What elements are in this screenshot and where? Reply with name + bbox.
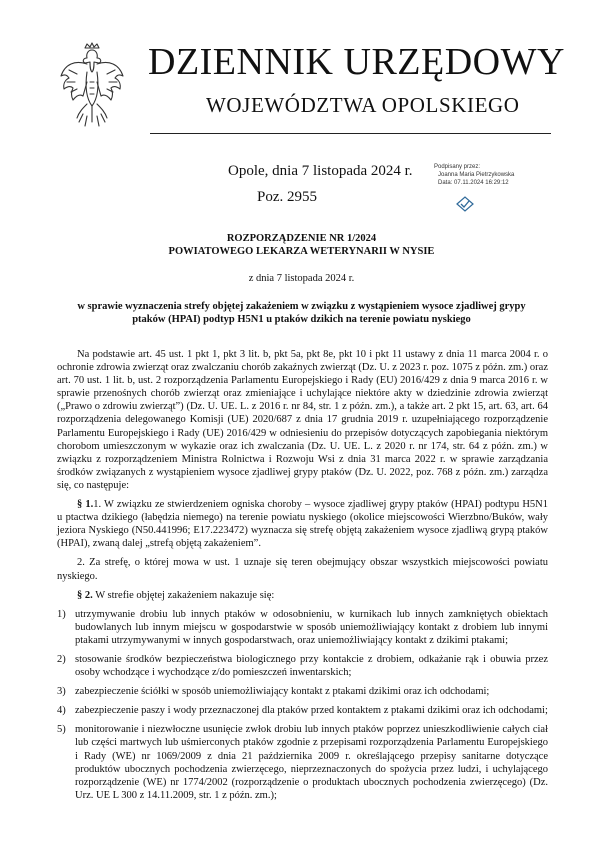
item-number: 1) [57, 608, 66, 620]
item-text: utrzymywanie drobiu lub innych ptaków w odosobnieniu, w kurnikach lub innych zamkniętych obiektach budowlanych lub innym miejscu w gospodarstwie w sposób uniemożliwiający kontakt z drobiem lub innymi ptakami utrzymywanymi w innych gospodarstwach, oraz uniemożliwiający kontakt z dzikimi ptakami; [75, 608, 548, 646]
section-1-paragraph-1 [57, 498, 548, 550]
regulation-number: ROZPORZĄDZENIE NR 1/2024 [226, 233, 377, 244]
section-2-intro [57, 589, 548, 602]
list-item [57, 704, 548, 717]
publication-title: DZIENNIK URZĘDOWY [148, 41, 565, 83]
signer-name: Joanna Maria Pietrzykowska [438, 172, 515, 178]
header-divider [150, 133, 551, 134]
regulation-body [57, 348, 548, 808]
signature-label: Podpisany przez: [434, 164, 481, 170]
obligations-list [57, 608, 548, 802]
item-number: 4) [57, 705, 66, 717]
regulation-authority: POWIATOWEGO LEKARZA WETERYNARII W NYSIE [168, 246, 435, 257]
item-number: 2) [57, 653, 66, 665]
list-item [57, 653, 548, 679]
item-text: zabezpieczenie ściółki w sposób uniemożliwiający kontakt z ptakami dzikimi oraz ich odchodami; [75, 686, 490, 698]
item-text: stosowanie środków bezpieczeństwa biologicznego przy kontakcie z drobiem, odkażanie rąk i obuwia przez osoby wchodzące i wychodzące z/do pomieszczeń inwentarskich; [75, 653, 548, 679]
regulation-subject: w sprawie wyznaczenia strefy objętej zakażeniem w związku z wystąpieniem wysoce zjadliwej grypy ptaków (HPAI) podtyp H5N1 u ptaków dzikich na terenie powiatu nyskiego [77, 301, 526, 325]
item-number: 5) [57, 724, 66, 736]
digital-signature-block [434, 163, 564, 187]
signature-date: Data: 07.11.2024 16:29:12 [438, 180, 509, 186]
list-item [57, 723, 548, 802]
section-1-paragraph-2: 2. Za strefę, o której mowa w ust. 1 uznaje się teren obejmujący obszar wszystkich miejscowości powiatu nyskiego. [57, 557, 548, 582]
preamble: Na podstawie art. 45 ust. 1 pkt 1, pkt 3 lit. b, pkt 5a, pkt 8e, pkt 10 i pkt 11 ustawy z dnia 11 marca 2004 r. o ochronie zdrowia zwierząt oraz zwalczaniu chorób zakaźnych zwierząt (Dz. U. z 2023 r. poz. 1075 z późn. zm.) oraz art. 70 ust. 1 lit. b, ust. 2 rozporządzenia Parlamentu Europejskiego i Rady (EU) 2016/429 z dnia 9 marca 2016 r. w sprawie przenośnych chorób zwierząt oraz zmieniające i uchylające niektóre akty w dziedzinie zdrowia zwierząt („Prawo o zdrowiu zwierząt”) (Dz. U. UE. L. z 2016 r. nr 84, str. 1 z późn. zm.), a także art. 2 pkt 15, art. 63, art. 64 rozporządzenia delegowanego Komisji (UE) 2020/687 z dnia 17 grudnia 2019 r. uzupełniającego rozporządzenie Parlamentu Europejskiego i Rady (UE) 2016/429 w odniesieniu do przepisów dotyczących zapobiegania niektórym chorobom umieszczonym w wykazie oraz ich zwalczania (Dz. U. UE. L. z 2020 r. nr 174, str. 64 z późn. zm.) w związku z rozporządzeniem Ministra Rolnictwa i Rozwoju Wsi z dnia 31 marca 2022 r. w sprawie zarządzania środków związanych z wystąpieniem wysoce zjadliwej grypy ptaków (Dz. U. 2022, poz. 768 z późn. zm.) zarządza się, co następuje: [57, 349, 548, 491]
publication-subtitle: WOJEWÓDZTWA OPOLSKIEGO [206, 93, 520, 117]
item-number: 3) [57, 686, 66, 698]
regulation-title [60, 232, 543, 258]
item-text: zabezpieczenie paszy i wody przeznaczonej dla ptaków przed kontaktem z ptakami dzikimi oraz ich odchodami; [75, 705, 548, 717]
signature-check-icon [455, 195, 475, 213]
section-1-p1-text: 1. W związku ze stwierdzeniem ogniska choroby – wysoce zjadliwej grypy ptaków (HPAI) podtypu H5N1 u ptactwa dzikiego (łabędzia niemego) na terenie powiatu nyskiego (okolice miejscowości Wierzbno/Buków, wały jeziora Nyskiego (N50.441996; E17.223472) wyznacza się strefę objętą zakażeniem wysoce zjadliwą grypą ptaków (HPAI), zwaną dalej „strefą objętą zakażeniem”. [57, 499, 548, 550]
issue-date: Opole, dnia 7 listopada 2024 r. [228, 163, 413, 179]
regulation-date: z dnia 7 listopada 2024 r. [248, 273, 355, 284]
item-text: monitorowanie i niezwłoczne usunięcie zwłok drobiu lub innych ptaków poprzez unieszkodliwienie całych ciał lub części martwych lub uśmierconych ptaków zgodnie z przepisami rozporządzenia Parlamentu Europejskiego i Rady (WE) nr 1069/2009 z dnia 21 października 2009 r. określającego przepisy sanitarne dotyczące produktów ubocznych pochodzenia zwierzęcego, nieprzeznaczonych do spożycia przez ludzi, i uchylającego rozporządzenie (WE) nr 1774/2002 (rozporządzenie o produktach ubocznych pochodzenia zwierzęcego) (Dz. Urz. UE L 300 z 14.11.2009, str. 1 z późn. zm.); [75, 724, 548, 801]
section-2-intro-text: W strefie objętej zakażeniem nakazuje się: [95, 589, 275, 601]
polish-eagle-emblem-icon [57, 42, 127, 130]
position-number: Poz. 2955 [257, 189, 317, 205]
list-item [57, 608, 548, 647]
list-item [57, 685, 548, 698]
section-2-label: § 2. [77, 589, 93, 601]
section-1-label: § 1. [77, 499, 94, 511]
